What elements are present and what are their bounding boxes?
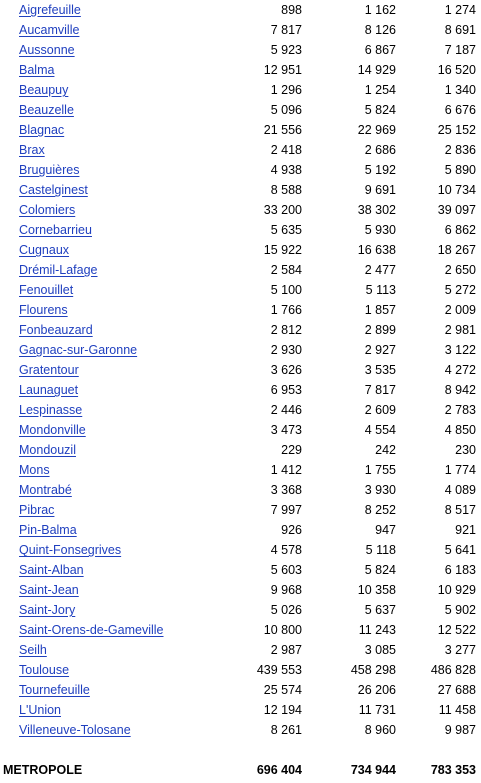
commune-link[interactable]: Flourens xyxy=(19,303,68,317)
commune-link[interactable]: Aigrefeuille xyxy=(19,3,81,17)
table-row xyxy=(0,540,481,560)
table-row xyxy=(0,160,481,180)
table-row xyxy=(0,200,481,220)
total-cell: 696 404 xyxy=(256,763,302,777)
population-cell: 9 968 xyxy=(270,583,302,597)
population-cell: 5 902 xyxy=(444,603,476,617)
table-row xyxy=(0,360,481,380)
population-cell: 5 637 xyxy=(364,603,396,617)
population-cell: 4 089 xyxy=(444,483,476,497)
population-cell: 33 200 xyxy=(263,203,302,217)
table-row xyxy=(0,40,481,60)
commune-link[interactable]: L'Union xyxy=(19,703,61,717)
commune-link[interactable]: Aussonne xyxy=(19,43,75,57)
commune-link[interactable]: Fenouillet xyxy=(19,283,74,297)
table-row xyxy=(0,300,481,320)
population-cell: 2 650 xyxy=(444,263,476,277)
population-cell: 8 261 xyxy=(270,723,302,737)
table-row xyxy=(0,520,481,540)
population-cell: 2 686 xyxy=(364,143,396,157)
population-cell: 2 812 xyxy=(270,323,302,337)
population-cell: 1 755 xyxy=(364,463,396,477)
commune-link[interactable]: Gratentour xyxy=(19,363,79,377)
population-cell: 5 272 xyxy=(444,283,476,297)
population-cell: 3 277 xyxy=(444,643,476,657)
table-row xyxy=(0,500,481,520)
population-cell: 5 641 xyxy=(444,543,476,557)
table-row xyxy=(0,460,481,480)
population-cell: 5 026 xyxy=(270,603,302,617)
total-cell: 783 353 xyxy=(430,763,476,777)
population-cell: 10 734 xyxy=(437,183,476,197)
table-row xyxy=(0,720,481,740)
population-cell: 6 867 xyxy=(364,43,396,57)
population-cell: 10 929 xyxy=(437,583,476,597)
population-cell: 2 899 xyxy=(364,323,396,337)
population-cell: 5 113 xyxy=(365,283,396,297)
table-row xyxy=(0,580,481,600)
commune-link[interactable]: Saint-Jory xyxy=(19,603,76,617)
commune-link[interactable]: Saint-Alban xyxy=(19,563,84,577)
population-cell: 25 574 xyxy=(263,683,302,697)
total-row xyxy=(0,760,481,780)
commune-link[interactable]: Blagnac xyxy=(19,123,65,137)
commune-link[interactable]: Aucamville xyxy=(19,23,80,37)
population-cell: 2 477 xyxy=(364,263,396,277)
commune-link[interactable]: Saint-Orens-de-Gameville xyxy=(19,623,164,637)
population-cell: 5 192 xyxy=(364,163,396,177)
table-row xyxy=(0,480,481,500)
population-cell: 4 272 xyxy=(444,363,476,377)
population-cell: 2 981 xyxy=(444,323,476,337)
commune-link[interactable]: Cugnaux xyxy=(19,243,70,257)
commune-link[interactable]: Tournefeuille xyxy=(19,683,90,697)
population-cell: 7 997 xyxy=(270,503,302,517)
table-row xyxy=(0,20,481,40)
table-row xyxy=(0,260,481,280)
population-cell: 10 358 xyxy=(357,583,396,597)
table-row xyxy=(0,60,481,80)
population-cell: 2 446 xyxy=(270,403,302,417)
commune-link[interactable]: Balma xyxy=(19,63,55,77)
population-cell: 39 097 xyxy=(437,203,476,217)
population-cell: 2 609 xyxy=(364,403,396,417)
commune-link[interactable]: Drémil-Lafage xyxy=(19,263,98,277)
population-cell: 1 766 xyxy=(270,303,302,317)
population-cell: 2 836 xyxy=(444,143,476,157)
population-cell: 947 xyxy=(375,523,396,537)
population-cell: 5 824 xyxy=(364,103,396,117)
population-cell: 10 800 xyxy=(263,623,302,637)
population-cell: 8 126 xyxy=(364,23,396,37)
population-cell: 1 296 xyxy=(270,83,302,97)
table-row xyxy=(0,420,481,440)
population-cell: 3 930 xyxy=(364,483,396,497)
commune-link[interactable]: Saint-Jean xyxy=(19,583,79,597)
population-cell: 2 987 xyxy=(270,643,302,657)
population-cell: 8 691 xyxy=(444,23,476,37)
commune-link[interactable]: Lespinasse xyxy=(19,403,83,417)
population-cell: 2 009 xyxy=(444,303,476,317)
population-cell: 12 522 xyxy=(437,623,476,637)
population-cell: 230 xyxy=(455,443,476,457)
population-cell: 7 187 xyxy=(444,43,476,57)
population-cell: 26 206 xyxy=(357,683,396,697)
total-label: METROPOLE xyxy=(3,763,83,777)
population-cell: 11 458 xyxy=(438,703,476,717)
population-cell: 5 603 xyxy=(270,563,302,577)
population-cell: 7 817 xyxy=(364,383,396,397)
population-cell: 6 183 xyxy=(444,563,476,577)
population-cell: 4 938 xyxy=(270,163,302,177)
population-cell: 4 554 xyxy=(364,423,396,437)
table-row xyxy=(0,660,481,680)
table-row xyxy=(0,280,481,300)
population-cell: 439 553 xyxy=(256,663,302,677)
population-cell: 5 096 xyxy=(270,103,302,117)
population-cell: 6 862 xyxy=(444,223,476,237)
commune-link[interactable]: Pin-Balma xyxy=(19,523,77,537)
commune-link[interactable]: Villeneuve-Tolosane xyxy=(19,723,131,737)
population-cell: 2 783 xyxy=(444,403,476,417)
commune-link[interactable]: Mondonville xyxy=(19,423,86,437)
population-cell: 1 857 xyxy=(364,303,396,317)
table-row xyxy=(0,440,481,460)
table-row xyxy=(0,640,481,660)
population-cell: 3 368 xyxy=(270,483,302,497)
population-cell: 8 517 xyxy=(444,503,476,517)
table-row xyxy=(0,620,481,640)
population-cell: 5 890 xyxy=(444,163,476,177)
population-cell: 3 085 xyxy=(364,643,396,657)
commune-link[interactable]: Montrabé xyxy=(19,483,72,497)
table-row xyxy=(0,600,481,620)
table-row xyxy=(0,120,481,140)
commune-link[interactable]: Seilh xyxy=(19,643,47,657)
population-cell: 7 817 xyxy=(270,23,302,37)
population-cell: 12 194 xyxy=(263,703,302,717)
population-cell: 9 691 xyxy=(364,183,396,197)
table-row xyxy=(0,380,481,400)
commune-link[interactable]: Fonbeauzard xyxy=(19,323,93,337)
population-cell: 16 638 xyxy=(357,243,396,257)
population-cell: 38 302 xyxy=(357,203,396,217)
table-row xyxy=(0,80,481,100)
table-row xyxy=(0,180,481,200)
population-cell: 2 927 xyxy=(364,343,396,357)
population-cell: 3 473 xyxy=(270,423,302,437)
table-row xyxy=(0,560,481,580)
population-cell: 11 243 xyxy=(358,623,396,637)
commune-link[interactable]: Launaguet xyxy=(19,383,79,397)
population-cell: 15 922 xyxy=(263,243,302,257)
population-cell: 3 122 xyxy=(444,343,476,357)
table-row xyxy=(0,700,481,720)
population-cell: 1 774 xyxy=(444,463,476,477)
population-cell: 1 274 xyxy=(444,3,476,17)
population-cell: 458 298 xyxy=(350,663,396,677)
population-cell: 921 xyxy=(455,523,476,537)
population-cell: 486 828 xyxy=(430,663,476,677)
population-cell: 1 340 xyxy=(444,83,476,97)
commune-link[interactable]: Gagnac-sur-Garonne xyxy=(19,343,138,357)
table-row xyxy=(0,320,481,340)
population-cell: 12 951 xyxy=(263,63,302,77)
population-cell: 2 418 xyxy=(270,143,302,157)
table-row xyxy=(0,680,481,700)
population-cell: 1 412 xyxy=(270,463,302,477)
population-cell: 898 xyxy=(281,3,302,17)
table-row xyxy=(0,400,481,420)
population-cell: 8 252 xyxy=(364,503,396,517)
table-row xyxy=(0,140,481,160)
commune-link[interactable]: Pibrac xyxy=(19,503,55,517)
commune-link[interactable]: Brax xyxy=(19,143,45,157)
commune-link[interactable]: Castelginest xyxy=(19,183,88,197)
population-cell: 1 254 xyxy=(364,83,396,97)
population-cell: 1 162 xyxy=(364,3,396,17)
population-cell: 5 923 xyxy=(270,43,302,57)
population-cell: 22 969 xyxy=(357,123,396,137)
population-cell: 4 578 xyxy=(270,543,302,557)
commune-link[interactable]: Quint-Fonsegrives xyxy=(19,543,122,557)
population-cell: 27 688 xyxy=(437,683,476,697)
commune-link[interactable]: Beauzelle xyxy=(19,103,74,117)
population-cell: 5 100 xyxy=(270,283,302,297)
population-cell: 6 953 xyxy=(270,383,302,397)
population-cell: 5 930 xyxy=(364,223,396,237)
commune-link[interactable]: Mondouzil xyxy=(19,443,76,457)
population-cell: 4 850 xyxy=(444,423,476,437)
population-cell: 9 987 xyxy=(444,723,476,737)
population-cell: 8 588 xyxy=(270,183,302,197)
population-cell: 3 626 xyxy=(270,363,302,377)
population-cell: 5 118 xyxy=(365,543,396,557)
population-cell: 3 535 xyxy=(364,363,396,377)
population-cell: 5 824 xyxy=(364,563,396,577)
population-cell: 8 942 xyxy=(444,383,476,397)
commune-link[interactable]: Beaupuy xyxy=(19,83,69,97)
population-cell: 229 xyxy=(281,443,302,457)
table-row xyxy=(0,0,481,20)
population-cell: 242 xyxy=(375,443,396,457)
population-cell: 21 556 xyxy=(263,123,302,137)
population-cell: 25 152 xyxy=(437,123,476,137)
population-cell: 2 930 xyxy=(270,343,302,357)
population-cell: 11 731 xyxy=(358,703,396,717)
population-cell: 5 635 xyxy=(270,223,302,237)
commune-link[interactable]: Mons xyxy=(19,463,50,477)
commune-link[interactable]: Cornebarrieu xyxy=(19,223,92,237)
table-row xyxy=(0,240,481,260)
population-cell: 8 960 xyxy=(364,723,396,737)
commune-link[interactable]: Bruguières xyxy=(19,163,80,177)
population-cell: 14 929 xyxy=(357,63,396,77)
table-row xyxy=(0,220,481,240)
population-cell: 6 676 xyxy=(444,103,476,117)
population-cell: 18 267 xyxy=(437,243,476,257)
commune-link[interactable]: Toulouse xyxy=(19,663,70,677)
population-cell: 2 584 xyxy=(270,263,302,277)
table-row xyxy=(0,100,481,120)
population-cell: 926 xyxy=(281,523,302,537)
commune-link[interactable]: Colomiers xyxy=(19,203,76,217)
total-cell: 734 944 xyxy=(350,763,396,777)
table-row xyxy=(0,340,481,360)
population-cell: 16 520 xyxy=(437,63,476,77)
